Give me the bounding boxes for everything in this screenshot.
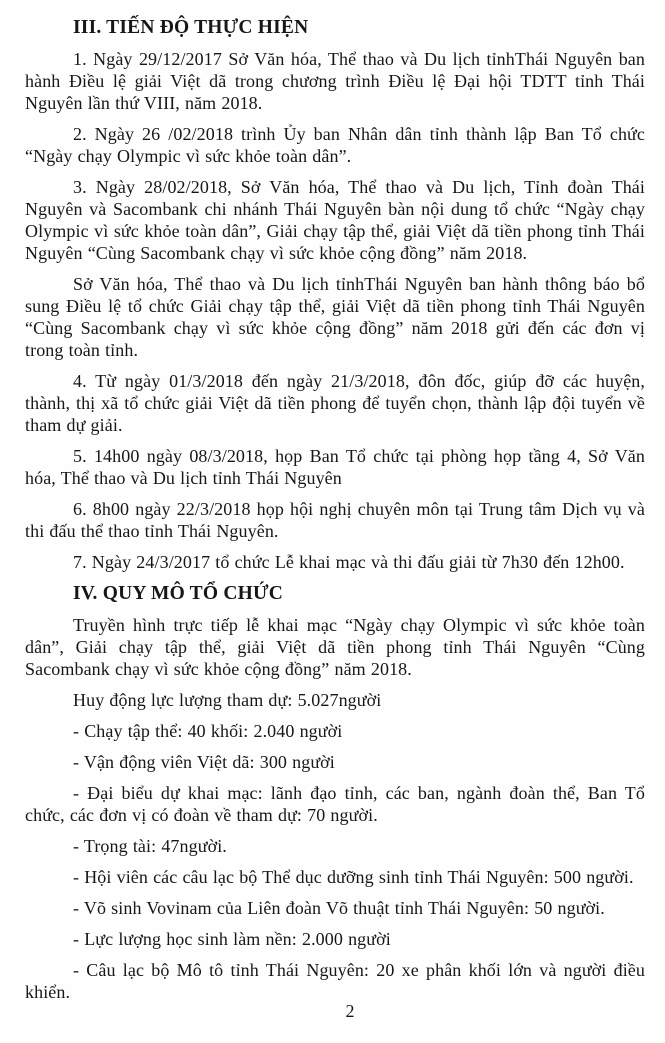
paragraph: - Vận động viên Việt dã: 300 người	[73, 752, 335, 772]
paragraph: Sở Văn hóa, Thể thao và Du lịch tỉnhThái Nguyên ban hành thông báo bổ sung Điều lệ tổ chức Giải chạy tập thể, giải Việt dã tiền phong tỉnh Thái Nguyên “Cùng Sacombank chạy vì sức khỏe cộng đồng” năm 2018 gửi đến các đơn vị trong toàn tỉnh.	[25, 274, 645, 360]
paragraph: Huy động lực lượng tham dự: 5.027người	[73, 690, 382, 710]
section-iii-heading: III. TIẾN ĐỘ THỰC HIỆN	[73, 17, 309, 38]
page-number: 2	[345, 1001, 355, 1021]
section-iv-heading: IV. QUY MÔ TỔ CHỨC	[73, 583, 283, 604]
paragraph: - Câu lạc bộ Mô tô tỉnh Thái Nguyên: 20 xe phân khối lớn và người điều khiển.	[25, 960, 645, 1002]
paragraph: - Đại biểu dự khai mạc: lãnh đạo tỉnh, các ban, ngành đoàn thể, Ban Tổ chức, các đơn vị có đoàn về tham dự: 70 người.	[25, 783, 645, 825]
paragraph: 4. Từ ngày 01/3/2018 đến ngày 21/3/2018, đôn đốc, giúp đỡ các huyện, thành, thị xã tổ chức giải Việt dã tiền phong để tuyển chọn, thành lập đội tuyển về tham dự giải.	[25, 371, 645, 435]
paragraph: Truyền hình trực tiếp lễ khai mạc “Ngày chạy Olympic vì sức khỏe toàn dân”, Giải chạy tập thể, giải Việt dã tiền phong tỉnh Thái Nguyên “Cùng Sacombank chạy vì sức khỏe cộng đồng” năm 2018.	[25, 615, 645, 679]
paragraph: 6. 8h00 ngày 22/3/2018 họp hội nghị chuyên môn tại Trung tâm Dịch vụ và thi đấu thể thao tỉnh Thái Nguyên.	[25, 499, 645, 541]
paragraph: - Lực lượng học sinh làm nền: 2.000 người	[73, 929, 391, 949]
paragraph: 1. Ngày 29/12/2017 Sở Văn hóa, Thể thao và Du lịch tỉnhThái Nguyên ban hành Điều lệ giải Việt dã trong chương trình Điều lệ Đại hội TDTT tỉnh Thái Nguyên lần thứ VIII, năm 2018.	[25, 49, 645, 113]
paragraph: - Chạy tập thể: 40 khối: 2.040 người	[73, 721, 343, 741]
paragraph: 3. Ngày 28/02/2018, Sở Văn hóa, Thể thao và Du lịch, Tỉnh đoàn Thái Nguyên và Sacombank chi nhánh Thái Nguyên bàn nội dung tổ chức “Ngày chạy Olympic vì sức khỏe toàn dân”, Giải chạy tập thể, giải Việt dã tiền phong tỉnh Thái Nguyên “Cùng Sacombank chạy vì sức khỏe cộng đồng” năm 2018.	[25, 177, 645, 263]
paragraph: - Hội viên các câu lạc bộ Thể dục dưỡng sinh tỉnh Thái Nguyên: 500 người.	[73, 867, 634, 887]
paragraph: 5. 14h00 ngày 08/3/2018, họp Ban Tổ chức tại phòng họp tầng 4, Sở Văn hóa, Thể thao và Du lịch tỉnh Thái Nguyên	[25, 446, 645, 488]
paragraph: 7. Ngày 24/3/2017 tổ chức Lễ khai mạc và thi đấu giải từ 7h30 đến 12h00.	[73, 552, 625, 572]
paragraph: - Võ sinh Vovinam của Liên đoàn Võ thuật tỉnh Thái Nguyên: 50 người.	[73, 898, 605, 918]
paragraph: 2. Ngày 26 /02/2018 trình Ủy ban Nhân dân tỉnh thành lập Ban Tổ chức “Ngày chạy Olympic vì sức khỏe toàn dân”.	[25, 124, 645, 166]
paragraph: - Trọng tài: 47người.	[73, 836, 227, 856]
